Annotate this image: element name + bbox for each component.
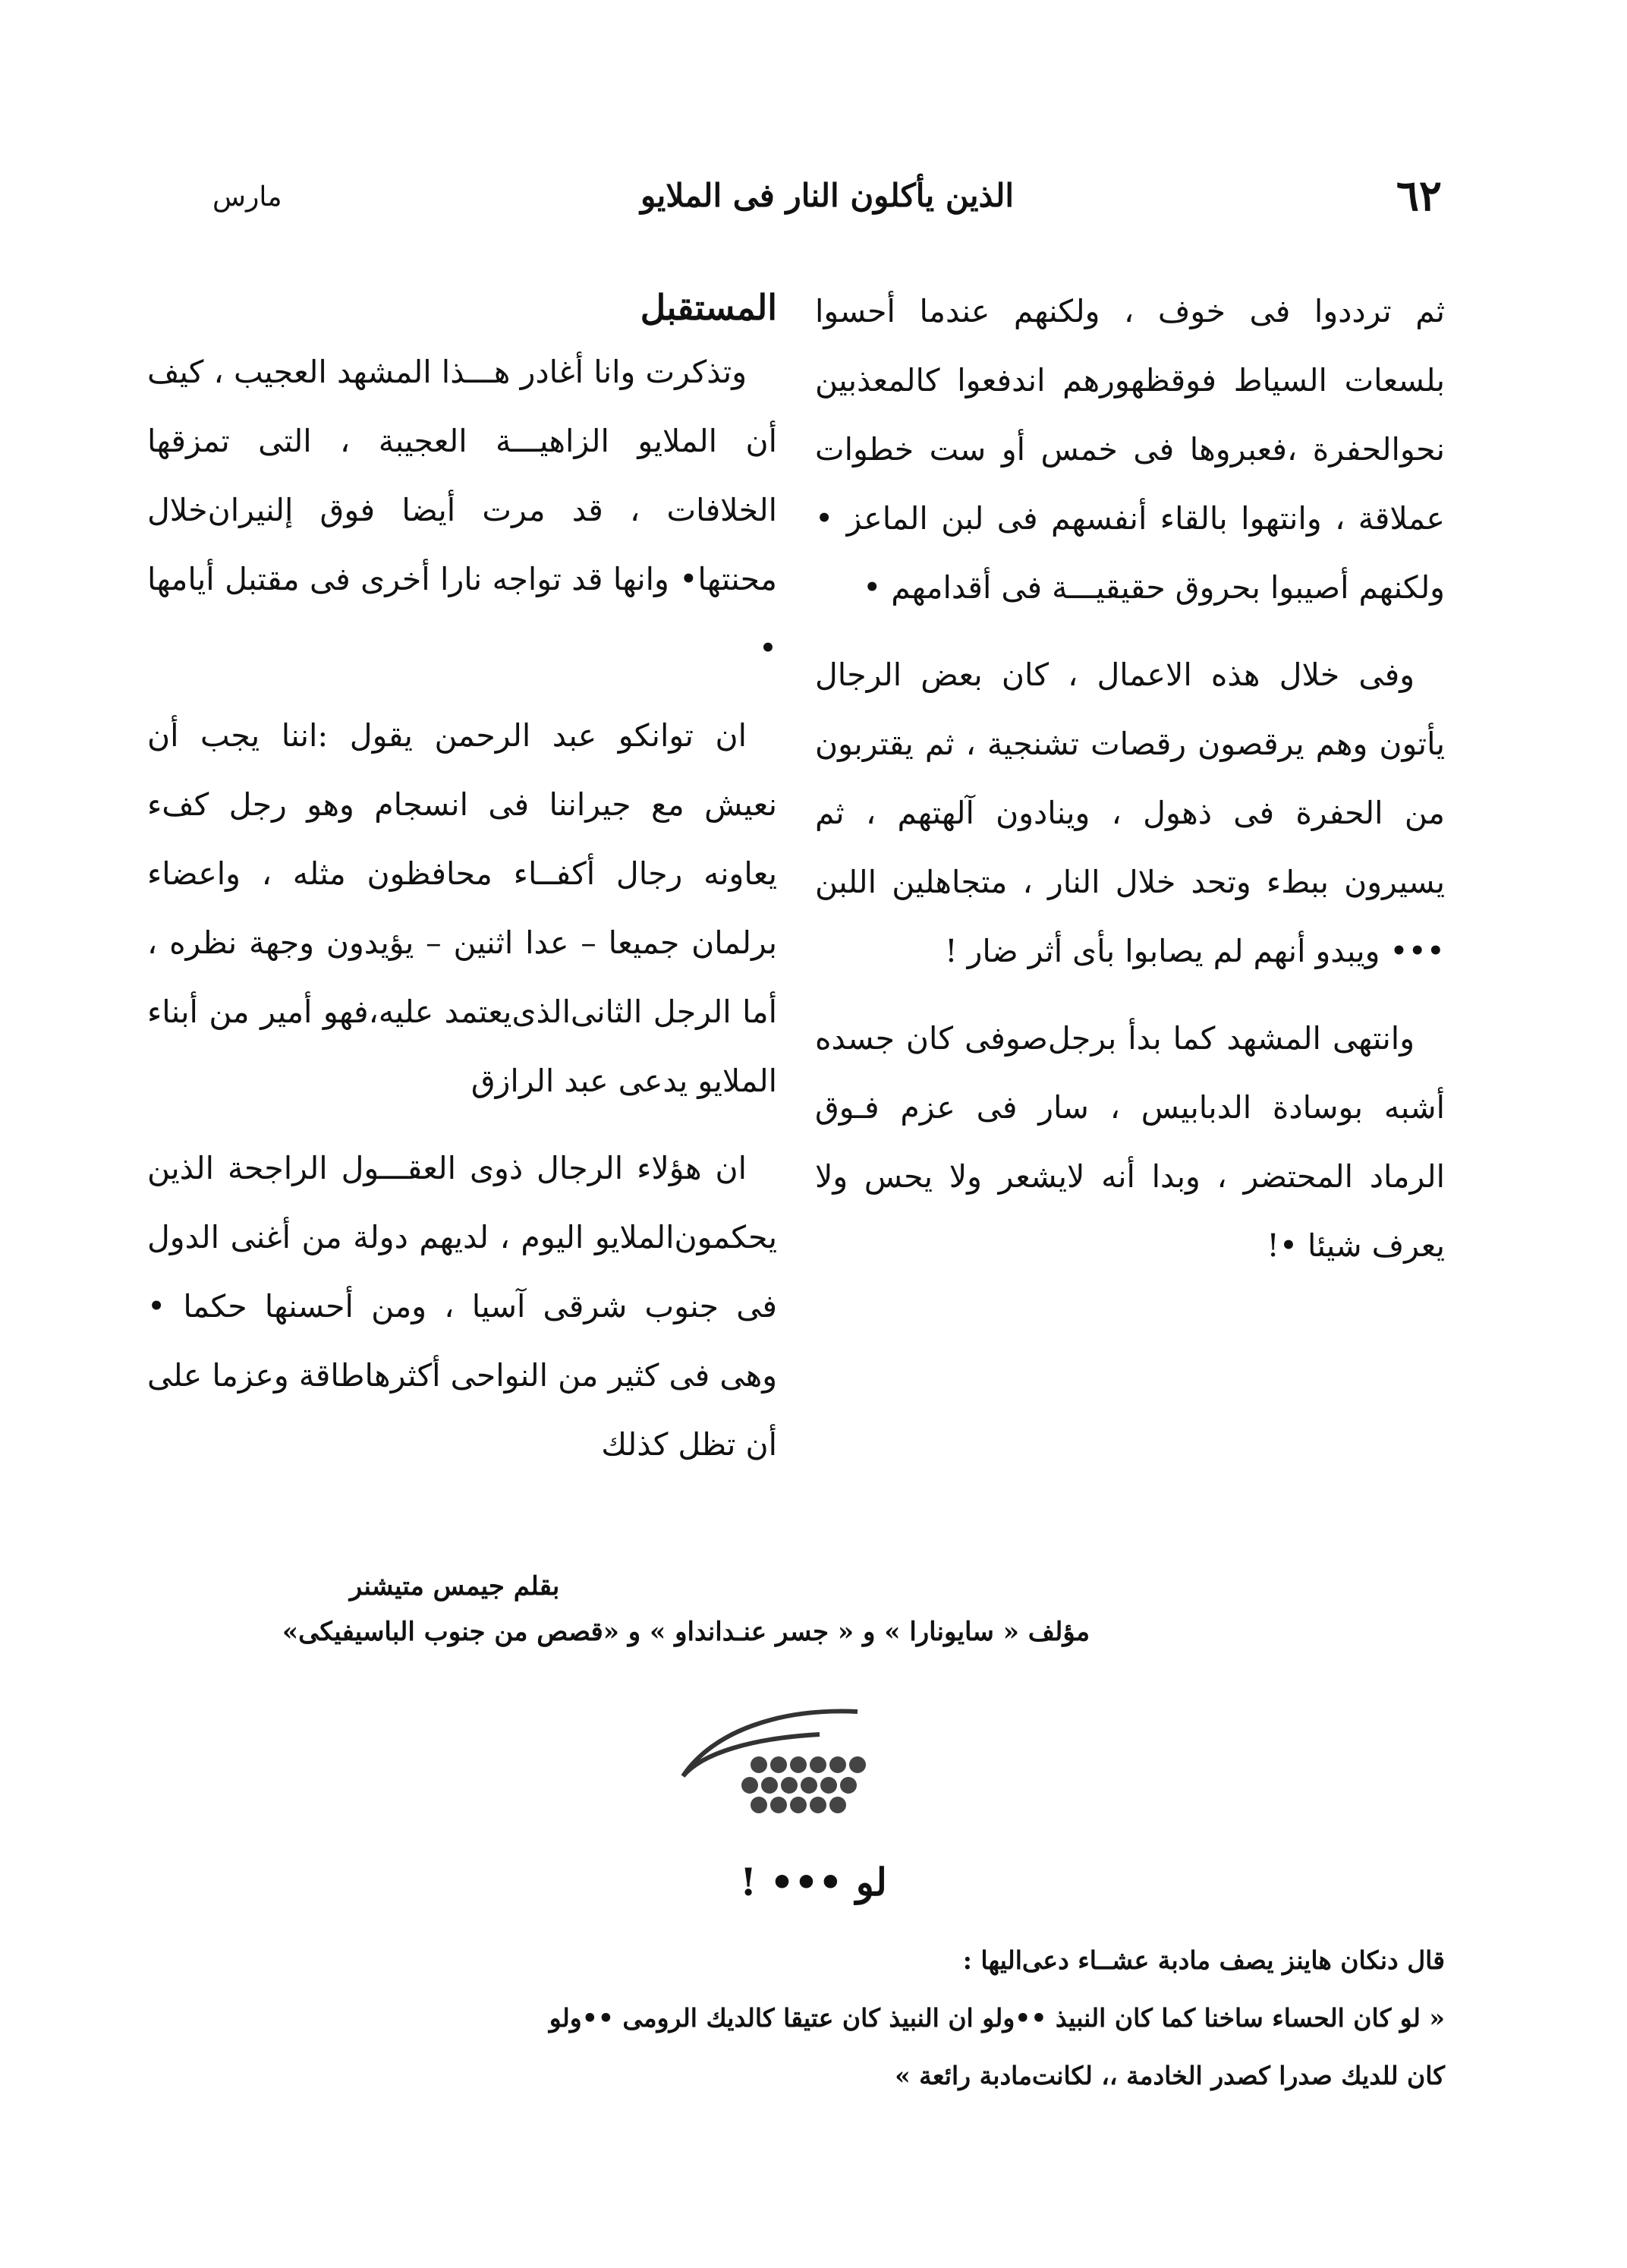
section-heading: المستقبل [640, 287, 777, 328]
page-number: ٦٢ [1396, 171, 1442, 221]
anecdote-line: كان للديك صدرا كصدر الخادمة ،، لكانت‌مادبة رائعة » [895, 2061, 1445, 2090]
anecdote-line: قال دنكان هاينز يصف مادبة عشــاء دعى‌اليها : [962, 1945, 1445, 1975]
page-header [212, 171, 1442, 239]
paragraph: ثم ترددوا فى خوف ، ولكنهم عندما أحسوا بلسعات السياط فوقظهورهم اندفعوا كالمعذبين نحوالحفرة ،فعبروها فى خمس أو ست خطوات عملاقة ، وانتهوا بالقاء أنفسهم فى لبن الماعز • ولكنهم أصيبوا بحروق حقيقيـــة فى أقدامهم • [815, 293, 1445, 606]
paragraph: ان توانكو عبد الرحمن يقول :اننا يجب أن نعيش مع جيراننا فى انسجام وهو رجل كفء يعاونه رجال أكفــاء محافظون مثله ، واعضاء برلمان جميعا – عدا اثنين – يؤيدون وجهة نظره ، أما الرجل الثانى‌الذى‌يعتمد عليه،فهو أمير من أبناء الملايو يدعى عبد الرازق [147, 717, 777, 1099]
issue-month: مارس [212, 181, 282, 213]
paragraph: ان هؤلاء الرجال ذوى العقـــول الراجحة الذين يحكمون‌الملايو اليوم ، لديهم دولة من أغنى الدول فى جنوب شرقى آسيا ، ومن أحسنها حكما • وهى فى كثير من النواحى أكثرهاطاقة وعزما على أن تظل كذلك [147, 1150, 777, 1463]
anecdote-title: لو ••• ! [740, 1860, 887, 1904]
paragraph: وانتهى المشهد كما بدأ برجل‌صوفى كان جسده أشبه بوسادة الدبابيس ، سار فى عزم فـوق الرماد المحتضر ، وبدا أنه لايشعر ولا يحس ولا يعرف شيئا •! [815, 1020, 1445, 1264]
author-credits: مؤلف « سايونارا » و « جسر عنـد‌انداو » و «قصص من جنوب الباسيفيكى» [282, 1617, 1090, 1647]
left-column [147, 277, 777, 1498]
anecdote-line: « لو كان الحساء ساخنا كما كان النبيذ ••ولو ان النبيذ كان عتيقا كالديك الرومى ••ولو [549, 2003, 1445, 2033]
paragraph: وتذكرت وانا أغادر هـــذا المشهد العجيب ، كيف أن الملايو الزاهيـــة العجيبة ، التى تمزقها الخلافات ، قد مرت أيضا فوق إلنيران‌خلال محنتها• وانها قد تواجه نارا أخرى فى مقتبل أيامها • [147, 354, 777, 666]
author-byline: بقلم جيمس متيشنر [349, 1571, 560, 1602]
paragraph: وفى خلال هذه الاعمال ، كان بعض الرجال يأتون وهم يرقصون رقصات تشنجية ، ثم يقتربون من الحفرة فى ذهول ، وينادون آلهتهم ، ثم يسيرون ببطء وتحد خلال النار ، متجاهلين اللبن ••• ويبدو أنهم لم يصابوا بأى أثر ضار ! [815, 657, 1445, 969]
anecdote [155, 1932, 1445, 2105]
right-column [815, 277, 1445, 1299]
decorative-ornament-icon [668, 1685, 918, 1822]
running-title: الذين يأكلون النار فى الملايو [640, 177, 1015, 214]
